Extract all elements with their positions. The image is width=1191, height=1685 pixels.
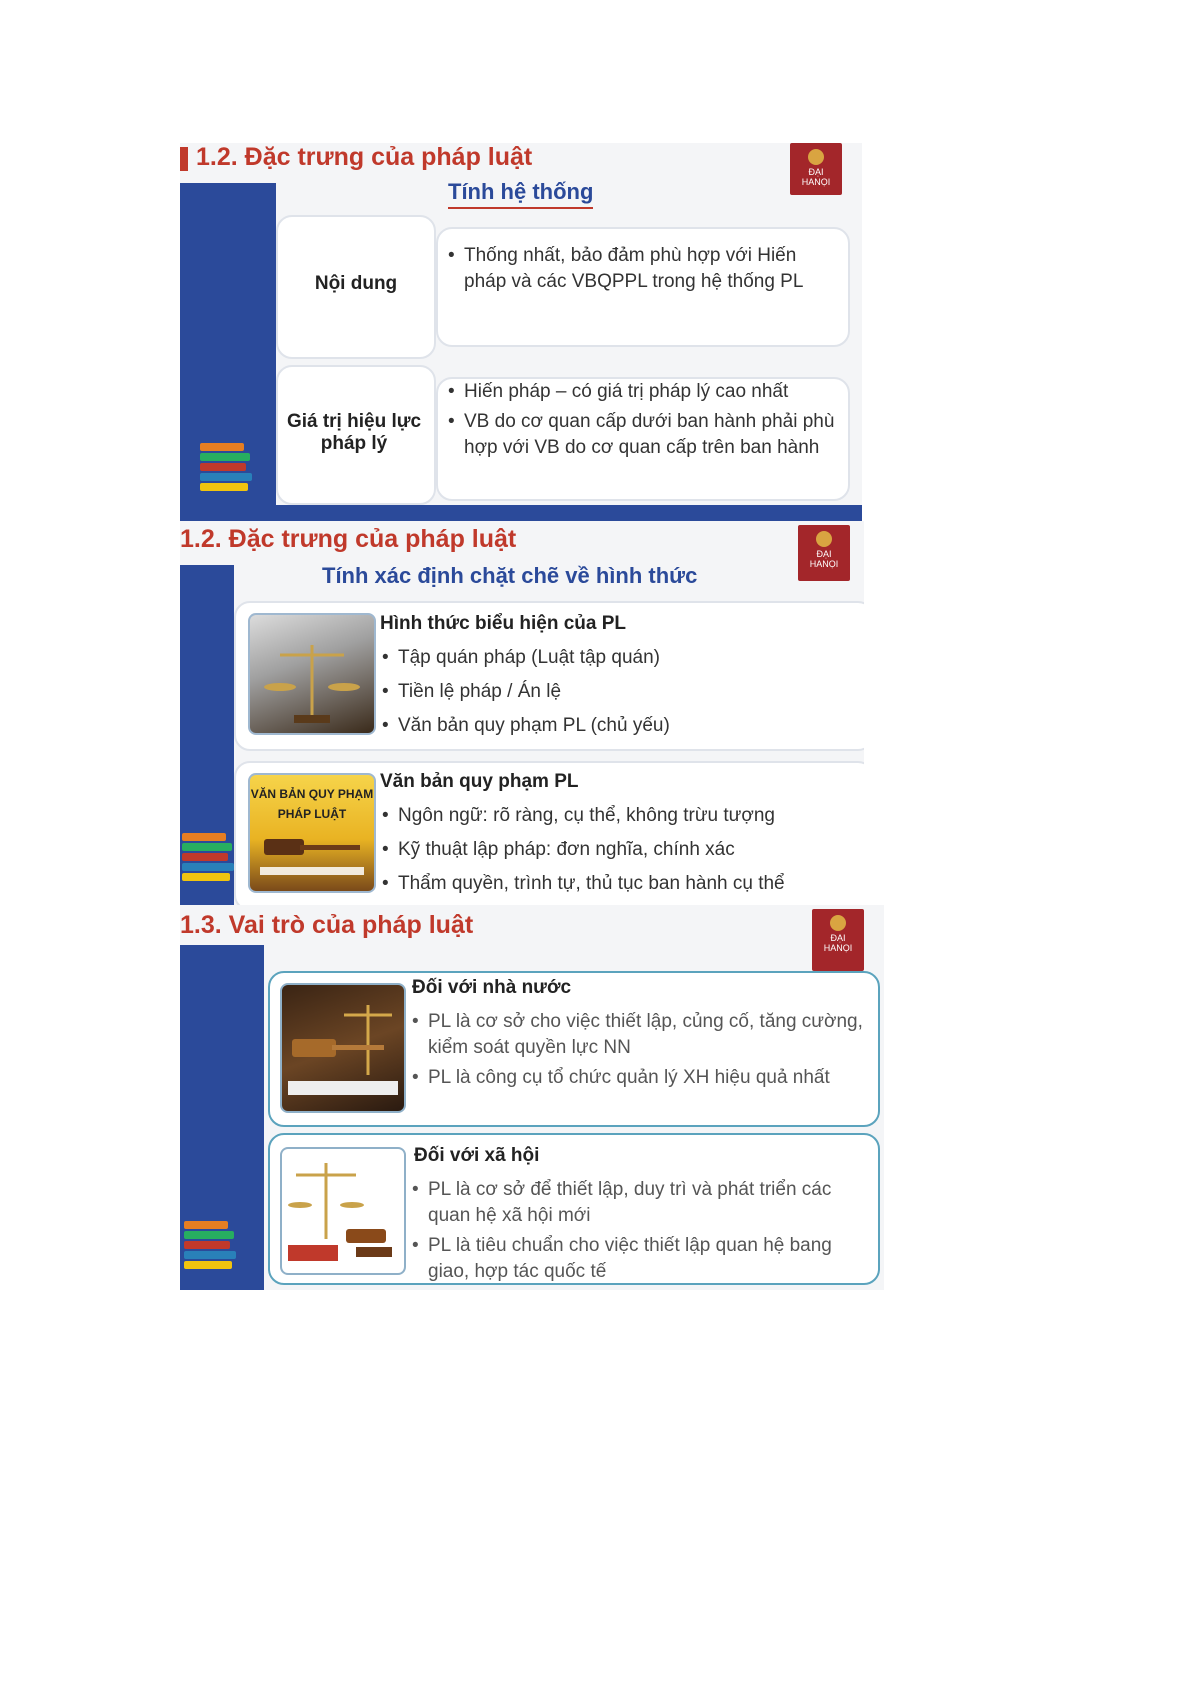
bullet-list <box>412 1177 872 1289</box>
bullet-item: • VB do cơ quan cấp dưới ban hành phải phù hợp với VB do cơ quan cấp trên ban hành <box>448 409 838 461</box>
slide-tinh-xac-dinh <box>180 521 864 905</box>
bullet-item: • PL là công cụ tổ chức quản lý XH hiệu quả nhất <box>412 1065 872 1091</box>
bullet-item: • PL là tiêu chuẩn cho việc thiết lập quan hệ bang giao, hợp tác quốc tế <box>412 1233 872 1285</box>
row-label: Nội dung <box>314 273 398 294</box>
section-title: 1.3. Vai trò của pháp luật <box>180 911 474 939</box>
crest-icon <box>830 915 846 931</box>
bullet-item: • Ngôn ngữ: rõ ràng, cụ thể, không trừu tượng <box>382 801 852 831</box>
logo-line: HANỌI <box>809 559 839 569</box>
bullet-item: • Kỹ thuật lập pháp: đơn nghĩa, chính xác <box>382 835 852 865</box>
logo-line: HANỌI <box>801 177 831 187</box>
scales-books-image <box>280 1147 406 1275</box>
university-logo <box>790 143 842 195</box>
image-caption: VĂN BẢN QUY PHẠM <box>250 787 374 801</box>
logo-line: ĐẠI <box>808 167 824 177</box>
bullet-list <box>382 801 852 903</box>
section-title: 1.2. Đặc trưng của pháp luật <box>180 525 517 553</box>
legal-document-image <box>248 773 376 893</box>
scales-hand-image <box>248 613 376 735</box>
section-title: 1.2. Đặc trưng của pháp luật <box>196 143 533 171</box>
crest-icon <box>816 531 832 547</box>
books-icon <box>182 833 236 883</box>
bullet-item: • Tiền lệ pháp / Án lệ <box>382 677 842 707</box>
gavel-icon <box>250 775 374 891</box>
card-heading: Hình thức biểu hiện của PL <box>380 613 626 634</box>
logo-line: ĐẠI <box>816 549 832 559</box>
bullet-item: • PL là cơ sở cho việc thiết lập, củng cố, tăng cường, kiểm soát quyền lực NN <box>412 1009 872 1061</box>
title-red-mark <box>180 147 188 171</box>
bottom-blue-bar <box>180 505 862 521</box>
logo-line: HANỌI <box>823 943 853 953</box>
bullet-item: • Hiến pháp – có giá trị pháp lý cao nhất <box>448 379 838 405</box>
bullet-item: • Tập quán pháp (Luật tập quán) <box>382 643 842 673</box>
row-label: Giá trị hiệu lực pháp lý <box>286 411 422 454</box>
crest-icon <box>808 149 824 165</box>
bullet-item: • Thẩm quyền, trình tự, thủ tục ban hành cụ thể <box>382 869 852 899</box>
books-icon <box>200 443 254 493</box>
bullet-item: • Văn bản quy phạm PL (chủ yếu) <box>382 711 842 741</box>
bullet-list <box>382 643 842 745</box>
bullet-list <box>412 1009 872 1095</box>
books-icon <box>184 1221 238 1271</box>
card-heading: Văn bản quy phạm PL <box>380 771 579 792</box>
gavel-scales-image <box>280 983 406 1113</box>
university-logo <box>812 909 864 971</box>
card-heading: Đối với xã hội <box>414 1145 540 1166</box>
subtitle: Tính xác định chặt chẽ về hình thức <box>322 563 698 588</box>
bullet-item: • PL là cơ sở để thiết lập, duy trì và phát triển các quan hệ xã hội mới <box>412 1177 872 1229</box>
university-logo <box>798 525 850 581</box>
slide-tinh-he-thong <box>180 143 862 521</box>
card-heading: Đối với nhà nước <box>412 977 572 998</box>
bullet-item: • Thống nhất, bảo đảm phù hợp với Hiến pháp và các VBQPPL trong hệ thống PL <box>448 243 838 295</box>
bullet-list <box>448 379 838 465</box>
logo-line: ĐẠI <box>830 933 846 943</box>
bullet-list <box>448 243 838 299</box>
slide-vai-tro <box>180 905 884 1290</box>
image-caption: PHÁP LUẬT <box>277 807 347 821</box>
subtitle: Tính hệ thống <box>448 179 593 209</box>
